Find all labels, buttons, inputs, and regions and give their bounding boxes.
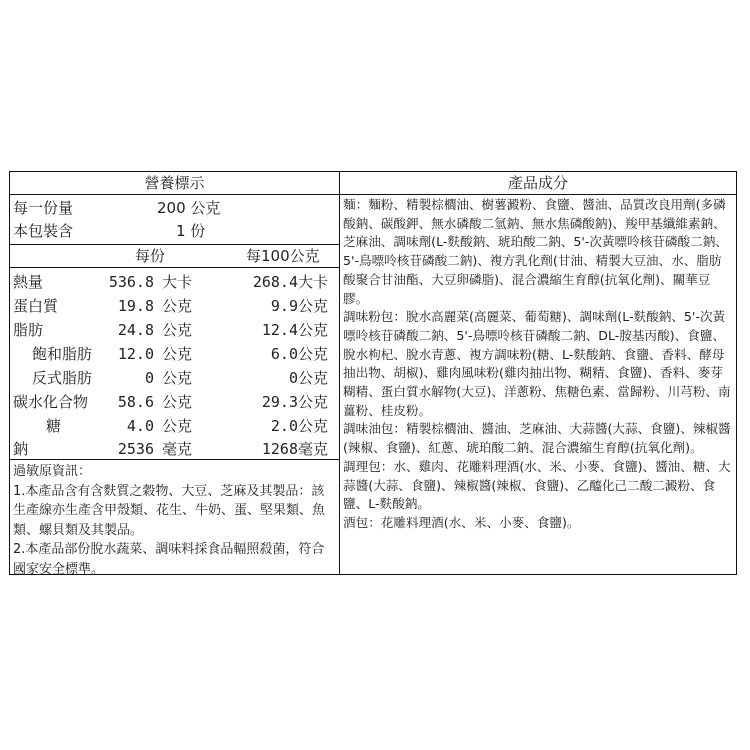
nutrient-label: 鈉 <box>13 440 29 458</box>
colhead-divider <box>9 267 339 268</box>
seasoning-oil-ingredients: 調味油包：精製棕櫚油、醬油、芝麻油、大蒜醬(大蒜、食鹽)、辣椒醬(辣椒、食鹽)、紅蔥、琥珀酸二鈉、混合濃縮生育醇(抗氧化劑)。 <box>343 421 731 456</box>
col-per-serving: 每份 <box>135 247 166 265</box>
nutrient-unit: 公克 <box>298 417 329 435</box>
nutrient-label: 碳水化合物 <box>13 393 89 411</box>
seasoning-powder-ingredients: 調味粉包：脫水高麗菜(高麗菜、葡萄糖)、調味劑(L-麩酸鈉、5'-次黃嘌呤核苷磷酸二鈉、5'-鳥嘌呤核苷磷酸二鈉、DL-胺基丙酸)、食鹽、脫水枸杞、脫水青蔥、複方調味粉(糖、L-麩酸鈉、食鹽、香料、酵母抽出物、胡椒)、雞肉風味粉(雞肉抽出物、糊精、食鹽)、香料、麥芽糊精、蛋白質水解物(大豆)、洋蔥粉、焦糖色素、當歸粉、川芎粉、南薑粉、桂皮粉。 <box>343 309 731 418</box>
servings-value: 1 份 <box>176 222 206 240</box>
nutrient-unit: 公克 <box>298 345 329 363</box>
nutrient-unit: 公克 <box>162 297 193 315</box>
servings-divider <box>9 244 339 245</box>
nutrient-value-per-serving: 19.8 <box>117 297 154 315</box>
nutrient-unit: 毫克 <box>298 440 329 458</box>
nutrient-unit: 毫克 <box>162 440 193 458</box>
nutrient-label: 熱量 <box>13 273 44 291</box>
nutrient-row <box>10 270 339 294</box>
nutrient-label: 蛋白質 <box>13 297 59 315</box>
nutrient-value-per-100g: 2.0 <box>270 417 298 435</box>
noodle-ingredients: 麵：麵粉、精製棕櫚油、樹薯澱粉、食鹽、醬油、品質改良用劑(多磷酸鈉、碳酸鉀、無水磷酸二氫鈉、無水焦磷酸鈉)、羧甲基纖維素鈉、芝麻油、調味劑(L-麩酸鈉、琥珀酸二鈉、5'-次黃嘌呤核苷磷酸二鈉、5'-鳥嘌呤核苷磷酸二鈉)、複方乳化劑(甘油、精製大豆油、水、脂肪酸聚合甘油酯、大豆卵磷脂)、混合濃縮生育醇(抗氧化劑)、關華豆膠。 <box>343 197 728 306</box>
nutrient-value-per-serving: 24.8 <box>117 321 154 339</box>
nutrient-value-per-serving: 2536 <box>117 440 154 458</box>
sauce-pack-ingredients: 調理包：水、雞肉、花雕料理酒(水、米、小麥、食鹽)、醬油、糖、大蒜醬(大蒜、食鹽)、辣椒醬(辣椒、食鹽)、乙醯化己二酸二澱粉、食鹽、L-麩酸鈉。 <box>343 458 731 512</box>
nutrient-value-per-100g: 12.4 <box>261 321 298 339</box>
header-divider <box>9 194 737 195</box>
allergen-item: 1.本產品含有含麩質之穀物、大豆、芝麻及其製品：該生產線亦生產含甲殼類、花生、牛奶、蛋、堅果類、魚類、螺貝類及其製品。 <box>13 483 326 538</box>
nutrient-row <box>10 294 339 318</box>
nutrient-unit: 公克 <box>162 393 193 411</box>
nutrient-value-per-serving: 58.6 <box>117 393 154 411</box>
nutrient-unit: 公克 <box>298 297 329 315</box>
nutrient-value-per-100g: 0 <box>288 369 298 387</box>
nutrient-unit: 公克 <box>298 393 329 411</box>
nutrient-value-per-serving: 536.8 <box>108 273 154 291</box>
nutrient-label: 反式脂肪 <box>32 369 93 387</box>
nutrient-unit: 公克 <box>162 345 193 363</box>
nutrient-row <box>10 437 339 461</box>
servings-label: 本包裝含 <box>13 222 74 240</box>
nutrient-label: 脂肪 <box>13 321 44 339</box>
nutrient-row <box>10 366 339 390</box>
nutrient-unit: 公克 <box>298 321 329 339</box>
ingredients-title: 產品成分 <box>507 174 568 192</box>
nutrient-row <box>10 342 339 366</box>
nutrient-value-per-serving: 0 <box>144 369 154 387</box>
nutrient-label: 糖 <box>46 417 62 435</box>
nutrient-unit: 大卡 <box>162 273 193 291</box>
allergen-item: 2.本產品部份脫水蔬菜、調味料採食品輻照殺菌，符合國家安全標準。 <box>13 542 325 577</box>
nutrient-value-per-100g: 29.3 <box>261 393 298 411</box>
nutrient-value-per-100g: 1268 <box>261 440 298 458</box>
servings-per-package-row <box>10 220 339 243</box>
nutrient-row <box>10 390 339 414</box>
serving-size-row <box>10 197 339 220</box>
nutrient-value-per-serving: 4.0 <box>126 417 154 435</box>
nutrient-label: 飽和脂肪 <box>32 345 93 363</box>
nutrient-unit: 公克 <box>162 369 193 387</box>
nutrient-value-per-100g: 9.9 <box>270 297 298 315</box>
nutrient-value-per-100g: 6.0 <box>270 345 298 363</box>
allergen-info <box>13 462 335 579</box>
nutrient-value-per-serving: 12.0 <box>117 345 154 363</box>
nutrient-row <box>10 318 339 342</box>
nutrient-row <box>10 414 339 438</box>
nutrient-unit: 公克 <box>162 417 193 435</box>
column-divider <box>339 171 340 575</box>
nutrient-unit: 公克 <box>162 321 193 339</box>
serving-size-label: 每一份量 <box>13 199 74 217</box>
serving-size-value: 200 公克 <box>157 199 221 217</box>
ingredients-list <box>343 196 733 533</box>
allergen-title: 過敏原資訊： <box>13 464 92 479</box>
nutrient-unit: 公克 <box>298 369 329 387</box>
nutrition-title: 營養標示 <box>144 174 205 192</box>
col-per-100g: 每100公克 <box>246 247 320 265</box>
wine-pack-ingredients: 酒包：花雕料理酒(水、米、小麥、食鹽)。 <box>343 514 580 530</box>
nutrient-unit: 大卡 <box>298 273 329 291</box>
nutrient-value-per-100g: 268.4 <box>252 273 298 291</box>
